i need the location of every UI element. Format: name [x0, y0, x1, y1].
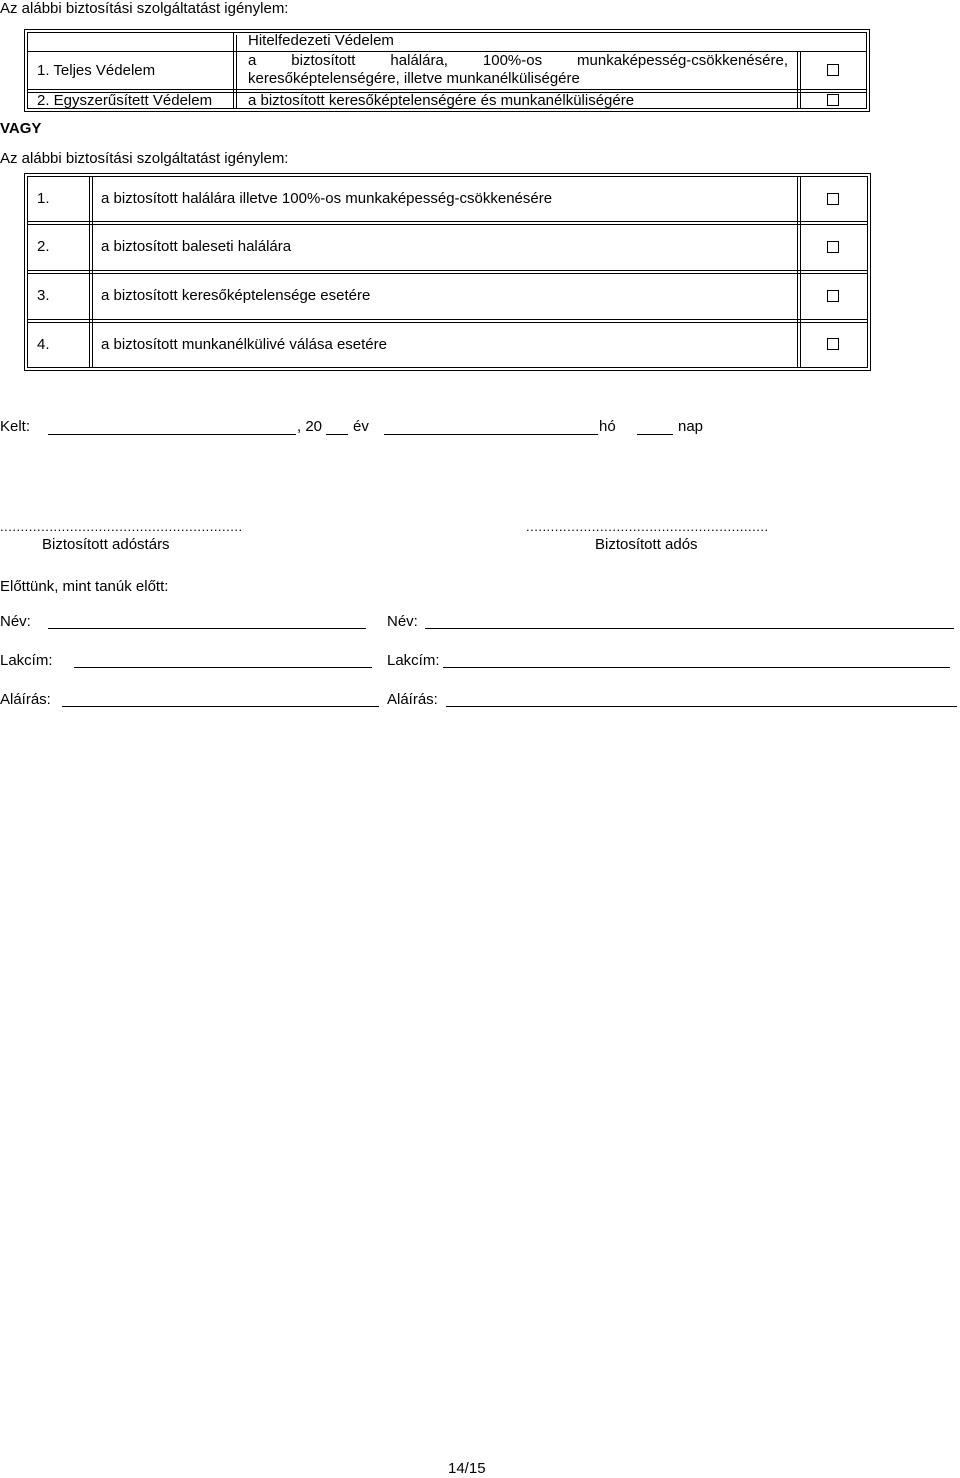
witness1-name-field[interactable]: [48, 628, 366, 629]
witness1-name-label: Név:: [0, 613, 31, 630]
witness2-signature-field[interactable]: [446, 706, 957, 707]
co-debtor-label: Biztosított adóstárs: [42, 536, 170, 553]
service-row-text: a biztosított baleseti halálára: [101, 238, 292, 255]
or-label: VAGY: [0, 120, 42, 137]
word: munkaképesség-csökkenésére,: [577, 52, 788, 69]
full-protection-desc-line1: [248, 52, 788, 70]
witness2-name-field[interactable]: [425, 628, 954, 629]
simplified-protection-desc: a biztosított keresőképtelenségére és munkanélküliségére: [248, 92, 635, 109]
intro-text-2: Az alábbi biztosítási szolgáltatást igénylem:: [0, 150, 289, 167]
month-label: hó: [599, 418, 616, 435]
month-field[interactable]: [384, 434, 598, 435]
full-protection-desc-line2: keresőképtelenségére, illetve munkanélküliségére: [248, 70, 580, 87]
table-header: Hitelfedezeti Védelem: [248, 32, 394, 49]
simplified-protection-label: 2. Egyszerűsített Védelem: [37, 92, 213, 109]
debtor-signature-line[interactable]: ...........................................................: [526, 519, 769, 534]
witness1-signature-field[interactable]: [62, 706, 379, 707]
service-4-checkbox[interactable]: [827, 338, 839, 350]
service-row-text: a biztosított munkanélkülivé válása esetére: [101, 336, 387, 353]
service-1-checkbox[interactable]: [827, 193, 839, 205]
service-row-text: a biztosított halálára illetve 100%-os munkaképesség-csökkenésére: [101, 190, 553, 207]
service-2-checkbox[interactable]: [827, 241, 839, 253]
service-row-text: a biztosított keresőképtelensége esetére: [101, 287, 371, 304]
word: 100%-os: [482, 52, 543, 69]
intro-text: Az alábbi biztosítási szolgáltatást igénylem:: [0, 0, 289, 17]
place-field[interactable]: [48, 434, 296, 435]
full-protection-label: 1. Teljes Védelem: [37, 62, 156, 79]
service-row-number: 2.: [37, 238, 50, 255]
page-number: 14/15: [448, 1460, 486, 1477]
full-protection-checkbox[interactable]: [827, 64, 839, 76]
word: halálára,: [390, 52, 448, 69]
day-field[interactable]: [637, 434, 673, 435]
witness2-name-label: Név:: [387, 613, 418, 630]
kelt-label: Kelt:: [0, 418, 31, 435]
witness1-signature-label: Aláírás:: [0, 691, 51, 708]
witness1-address-label: Lakcím:: [0, 652, 53, 669]
word: a: [248, 52, 257, 69]
co-debtor-signature-line[interactable]: ...........................................................: [0, 519, 243, 534]
year-prefix: , 20: [297, 418, 323, 435]
year-field[interactable]: [326, 434, 348, 435]
witness2-address-label: Lakcím:: [387, 652, 440, 669]
witness-title: Előttünk, mint tanúk előtt:: [0, 578, 169, 595]
service-row-number: 3.: [37, 287, 50, 304]
witness2-address-field[interactable]: [443, 667, 950, 668]
service-3-checkbox[interactable]: [827, 290, 839, 302]
witness1-address-field[interactable]: [74, 667, 372, 668]
day-label: nap: [678, 418, 704, 435]
simplified-protection-checkbox[interactable]: [827, 94, 839, 106]
debtor-label: Biztosított adós: [595, 536, 698, 553]
service-row-number: 1.: [37, 190, 50, 207]
year-label: év: [353, 418, 369, 435]
word: biztosított: [291, 52, 356, 69]
service-row-number: 4.: [37, 336, 50, 353]
witness2-signature-label: Aláírás:: [387, 691, 438, 708]
